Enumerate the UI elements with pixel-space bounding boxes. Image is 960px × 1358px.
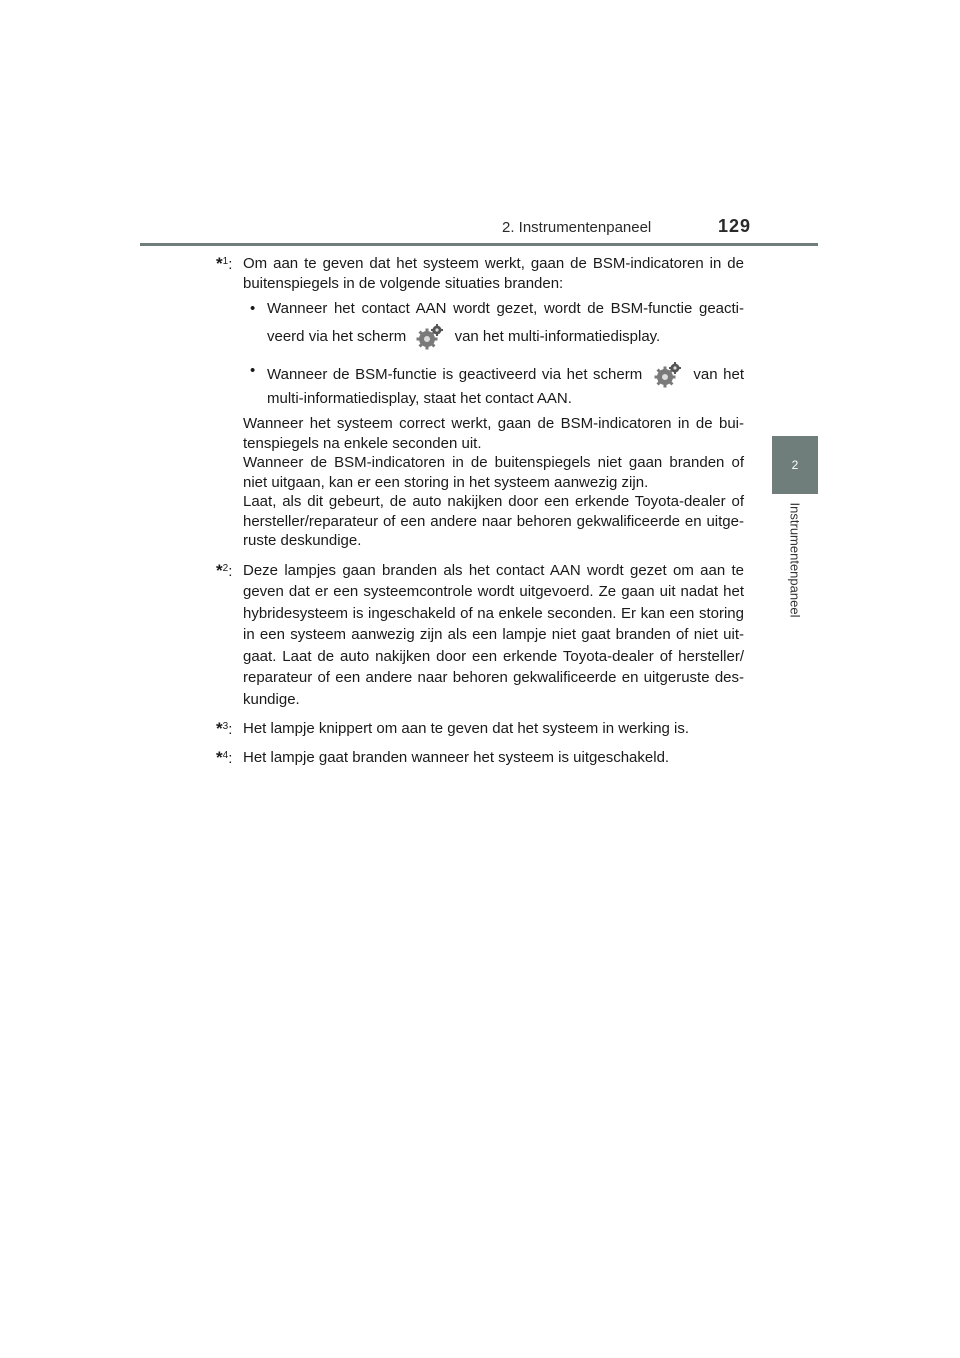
footnote-2: [216, 560, 744, 711]
footnote-1: [216, 254, 744, 551]
note-outro: [243, 414, 744, 551]
note-line: geven dat er een systeemcontrole wordt uitgevoerd. Ze gaan uit nadat het: [243, 583, 744, 600]
chapter-label: Instrumentenpaneel: [787, 502, 803, 618]
note-line: Wanneer het systeem correct werkt, gaan de BSM-indicatoren in de bui-: [243, 415, 744, 432]
note-line: tenspiegels na enkele seconden uit.: [243, 434, 482, 452]
note-line: gaat. Laat de auto nakijken door een erkende Toyota-dealer of hersteller/: [243, 647, 744, 665]
note-line: Om aan te geven dat het systeem werkt, gaan de BSM-indicatoren in de: [243, 255, 744, 272]
footnote-marker: *$^4$:: [216, 747, 233, 767]
bullet-dot: •: [250, 361, 256, 379]
note-line: Wanneer de BSM-indicatoren in de buitenspiegels niet gaan branden of: [243, 454, 744, 471]
note-line: reparateur of een andere naar behoren gekwalificeerde en uitgeruste des-: [243, 669, 744, 686]
gear-settings-icon: [654, 361, 682, 389]
note-line: hersteller/reparateur of een andere naar behoren gekwalificeerde en uitge-: [243, 512, 744, 530]
bullet-line: Wanneer de BSM-functie is geactiveerd via het scherm van het: [267, 361, 744, 389]
chapter-tab: [772, 436, 818, 494]
note-line: ruste deskundige.: [243, 532, 362, 549]
note-line: Het lampje knippert om aan te geven dat het systeem in werking is.: [243, 720, 690, 737]
note-line: Laat, als dit gebeurt, de auto nakijken door een erkende Toyota-dealer of: [243, 493, 744, 510]
note-line: niet uitgaan, kan er een storing in het systeem aanwezig zijn.: [243, 473, 649, 491]
section-title: 2. Instrumentenpaneel: [502, 219, 652, 236]
chapter-number: 2: [791, 458, 799, 472]
bullet-item: [243, 299, 744, 355]
footnote-4: [216, 748, 744, 768]
footnote-marker: *$^1$:: [216, 254, 233, 273]
footnote-marker: *$^2$:: [216, 560, 233, 580]
footnote-3: [216, 719, 744, 739]
gear-settings-icon: [416, 323, 444, 351]
bullet-dot: •: [250, 300, 256, 317]
header-divider: [140, 243, 818, 246]
note-line: buitenspiegels in de volgende situaties branden:: [243, 274, 564, 292]
bullet-line: multi-informatiedisplay, staat het contact AAN.: [267, 389, 572, 407]
bullet-item: [243, 361, 744, 409]
note-line: Deze lampjes gaan branden als het contact AAN wordt gezet om aan te: [243, 561, 744, 579]
page-number: 129: [718, 216, 752, 236]
notes-content: [216, 254, 744, 776]
note-line: hybridesysteem is ingeschakeld of na enkele seconden. Er kan een storing: [243, 604, 744, 622]
note-line: Het lampje gaat branden wanneer het systeem is uitgeschakeld.: [243, 748, 670, 766]
bullet-line: Wanneer het contact AAN wordt gezet, wordt de BSM-functie geacti-: [267, 300, 744, 317]
footnote-marker: *$^3$:: [216, 719, 233, 738]
note-line: kundige.: [243, 690, 300, 708]
bullet-line: veerd via het scherm van het multi-informatiedisplay.: [267, 319, 744, 355]
note-line: in een systeem aanwezig zijn als een lampje niet gaat branden of niet uit-: [243, 626, 744, 643]
